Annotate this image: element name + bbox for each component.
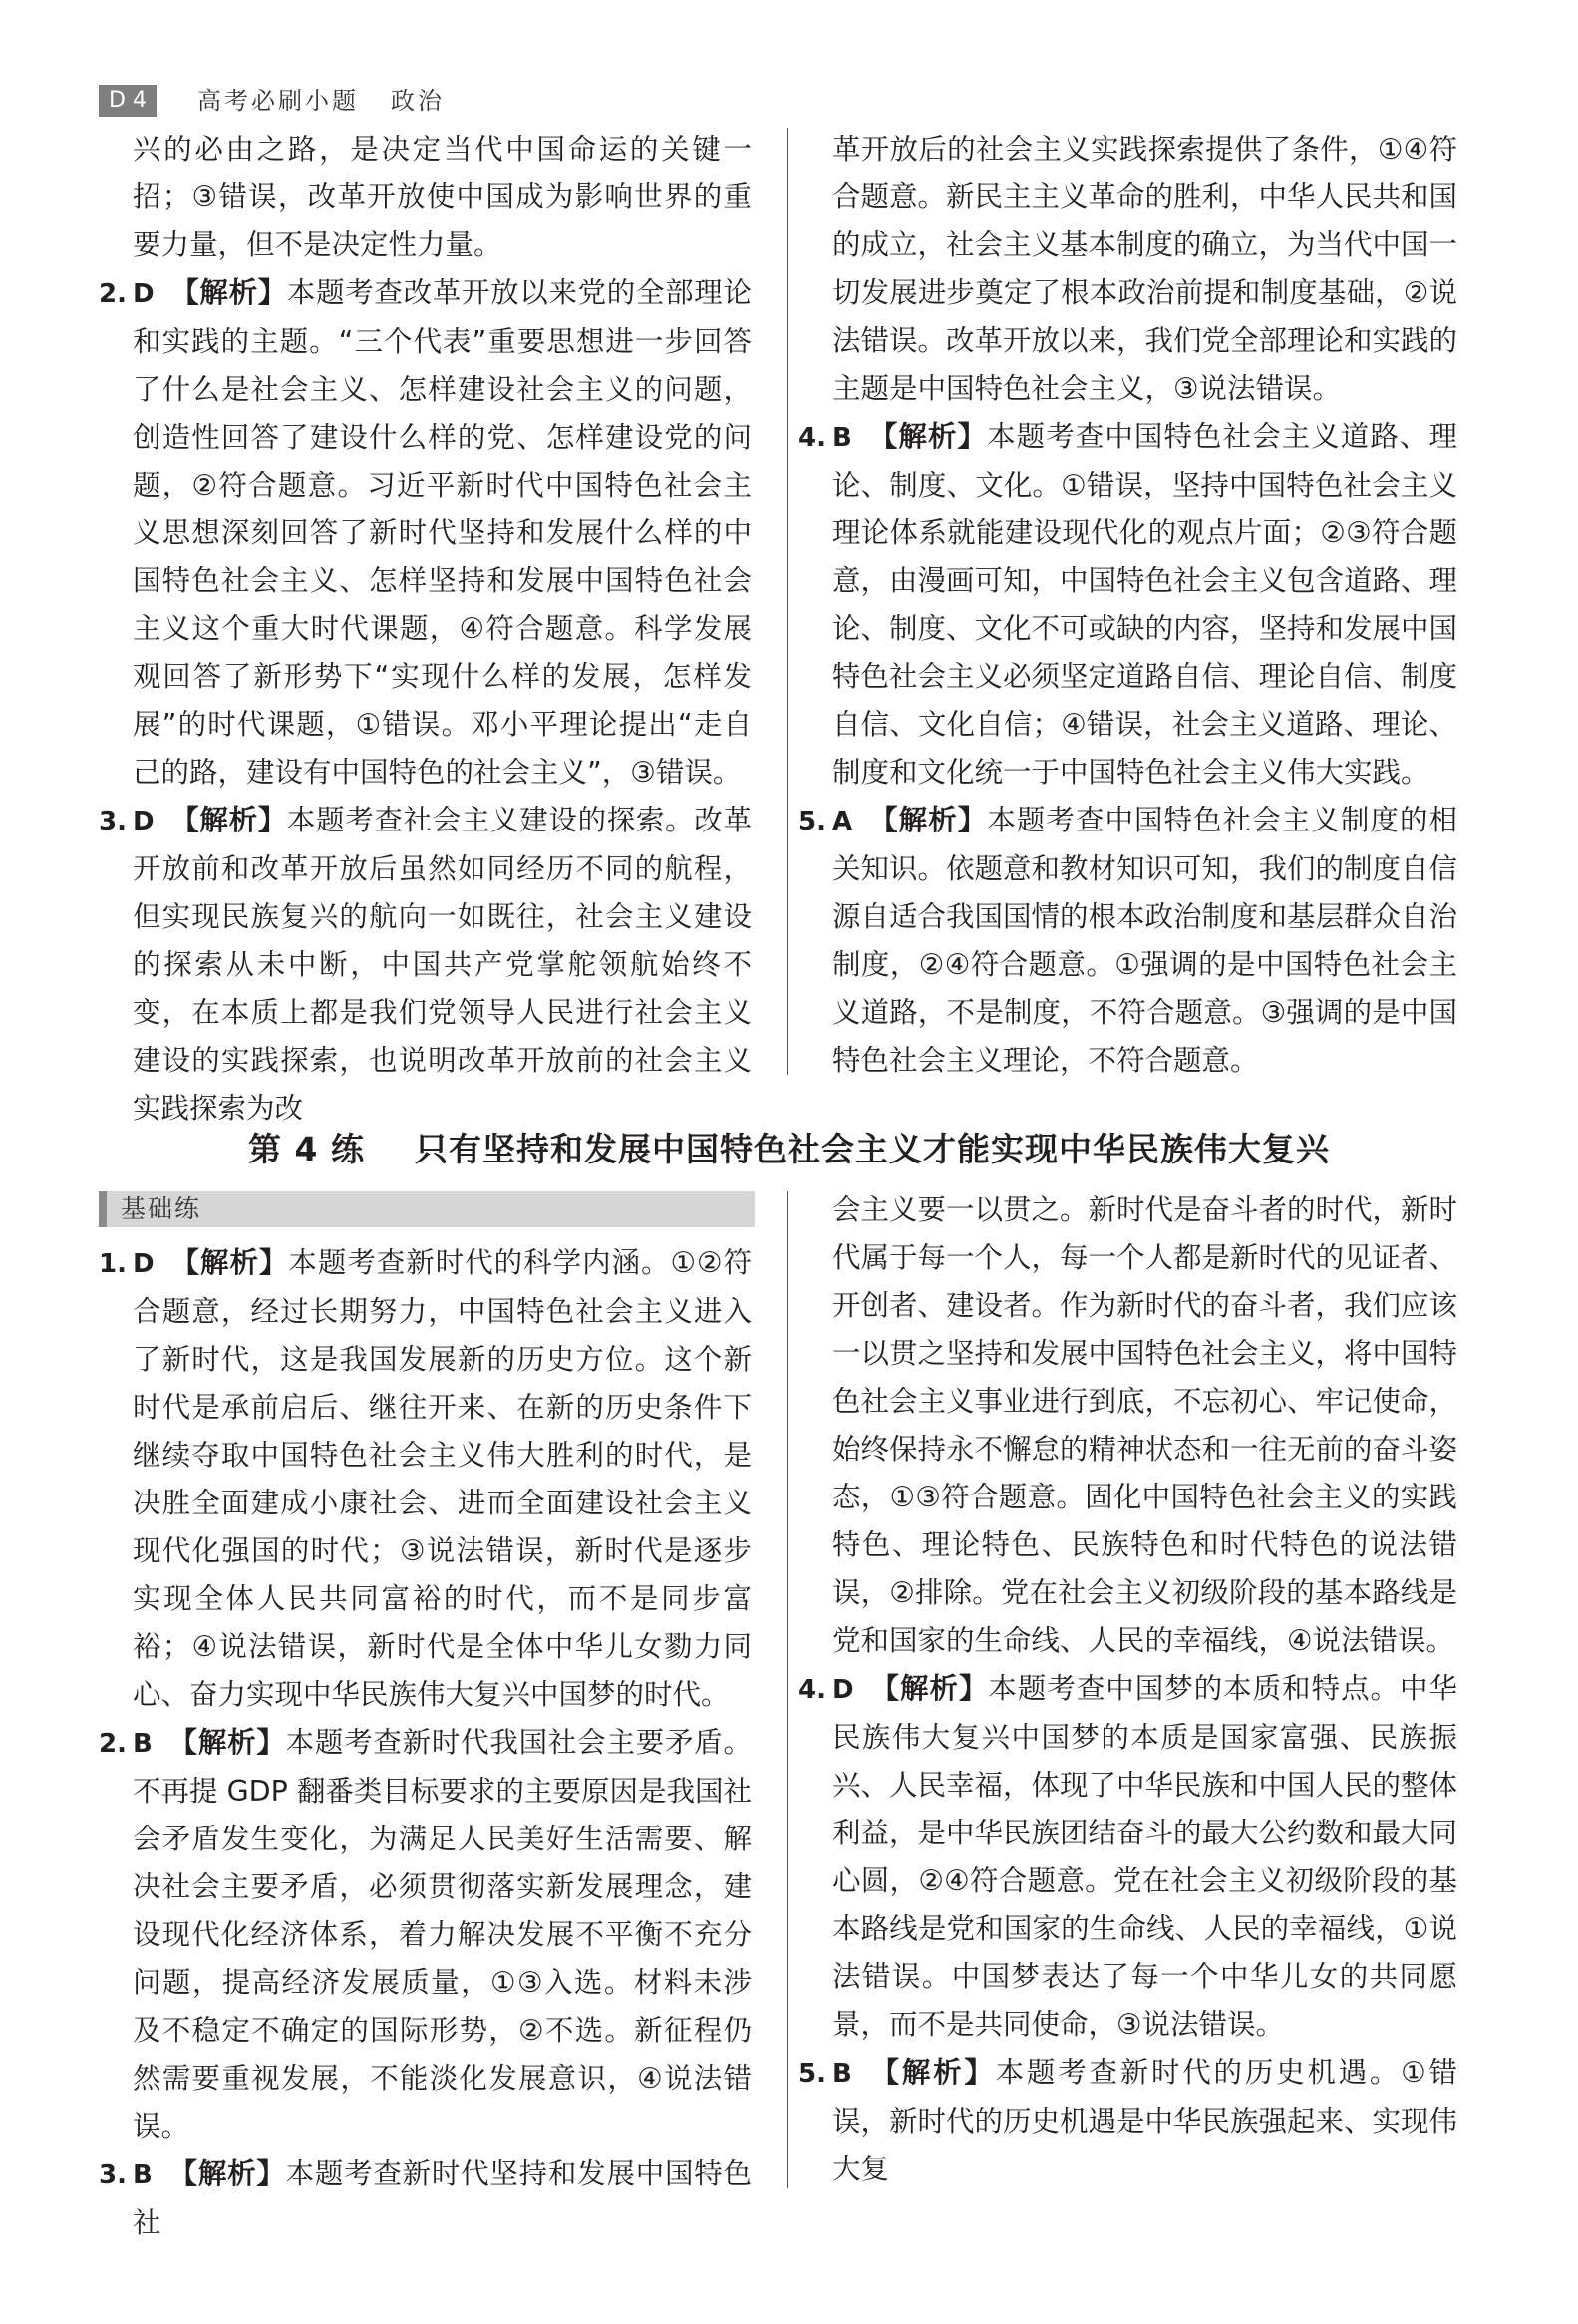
answer-item: 3. D 【解析】本题考查社会主义建设的探索。改革开放前和改革开放后虽然如同经历不同的航程，但实现民族复兴的航向一如既往，社会主义建设的探索从未中断，中国共产党掌舵领航始终不变，在本质上都是我们党领导人民进行社会主义建设的实践探索，也说明改革开放前的社会主义实践探索为改 xyxy=(99,804,752,1125)
continued-text: 革开放后的社会主义实践探索提供了条件，①④符合题意。新民主主义革命的胜利，中华人民共和国的成立，社会主义基本制度的确立，为当代中国一切发展进步奠定了根本政治前提和制度基础，②说法错误。改革开放以来，我们党全部理论和实践的主题是中国特色社会主义，③说法错误。 xyxy=(832,133,1458,405)
column-divider xyxy=(787,1191,788,2188)
section-title: 第 4 练 只有坚持和发展中国特色社会主义才能实现中华民族伟大复兴 xyxy=(248,1130,1330,1168)
answer-item: 2. B 【解析】本题考查新时代我国社会主要矛盾。不再提 GDP 翻番类目标要求的主要原因是我国社会矛盾发生变化，为满足人民美好生活需要、解决社会主要矛盾，必须贯彻落实新发展理念，建设现代化经济体系，着力解决发展不平衡不充分问题，提高经济发展质量，①③入选。材料未涉及不稳定不确定的国际形势，②不选。新征程仍然需要重视发展，不能淡化发展意识，④说法错误。 xyxy=(99,1726,752,2143)
section-bar-edge xyxy=(99,1191,107,1227)
continued-text: 兴的必由之路，是决定当代中国命运的关键一招；③错误，改革开放使中国成为影响世界的重要力量，但不是决定性力量。 xyxy=(133,133,752,261)
answer-item: 5. A 【解析】本题考查中国特色社会主义制度的相关知识。依题意和教材知识可知，我们的制度自信源自适合我国国情的根本政治制度和基层群众自治制度，②④符合题意。①强调的是中国特色社会主义道路，不是制度，不符合题意。③强调的是中国特色社会主义理论，不符合题意。 xyxy=(798,804,1458,1077)
answer-item: 1. D 【解析】本题考查新时代的科学内涵。①②符合题意，经过长期努力，中国特色社会主义进入了新时代，这是我国发展新的历史方位。这个新时代是承前启后、继往开来、在新的历史条件下继续夺取中国特色社会主义伟大胜利的时代，是决胜全面建成小康社会、进而全面建设社会主义现代化强国的时代；③说法错误，新时代是逐步实现全体人民共同富裕的时代，而不是同步富裕；④说法错误，新时代是全体中华儿女勠力同心、奋力实现中华民族伟大复兴中国梦的时代。 xyxy=(99,1246,752,1711)
section-bar xyxy=(99,1191,755,1227)
answer-item: 2. D 【解析】本题考查改革开放以来党的全部理论和实践的主题。“三个代表”重要思想进一步回答了什么是社会主义、怎样建设社会主义的问题，创造性回答了建设什么样的党、怎样建设党的问题，②符合题意。习近平新时代中国特色社会主义思想深刻回答了新时代坚持和发展什么样的中国特色社会主义、怎样坚持和发展中国特色社会主义这个重大时代课题，④符合题意。科学发展观回答了新形势下“实现什么样的发展，怎样发展”的时代课题，①错误。邓小平理论提出“走自己的路，建设有中国特色的社会主义”，③错误。 xyxy=(99,276,752,789)
running-title: 高考必刷小题 政治 xyxy=(197,87,445,115)
bottom-left-column xyxy=(99,1239,752,2247)
continued-text: 会主义要一以贯之。新时代是奋斗者的时代，新时代属于每一个人，每一个人都是新时代的见证者、开创者、建设者。作为新时代的奋斗者，我们应该一以贯之坚持和发展中国特色社会主义，将中国特色社会主义事业进行到底，不忘初心、牢记使命，始终保持永不懈怠的精神状态和一往无前的奋斗姿态，①③符合题意。固化中国特色社会主义的实践特色、理论特色、民族特色和时代特色的说法错误，②排除。党在社会主义初级阶段的基本路线是党和国家的生命线、人民的幸福线，④说法错误。 xyxy=(832,1193,1458,1657)
page-number-badge: D 4 xyxy=(99,85,157,117)
answer-item: 3. B 【解析】本题考查新时代坚持和发展中国特色社 xyxy=(99,2158,752,2239)
top-left-column xyxy=(99,126,752,1133)
answer-item: 4. B 【解析】本题考查中国特色社会主义道路、理论、制度、文化。①错误，坚持中国特色社会主义理论体系就能建设现代化的观点片面；②③符合题意，由漫画可知，中国特色社会主义包含道路、理论、制度、文化不可或缺的内容，坚持和发展中国特色社会主义必须坚定道路自信、理论自信、制度自信、文化自信；④错误，社会主义道路、理论、制度和文化统一于中国特色社会主义伟大实践。 xyxy=(798,420,1458,789)
section-bar-label: 基础练 xyxy=(121,1194,202,1223)
top-right-column xyxy=(798,126,1457,1085)
bottom-right-column xyxy=(798,1186,1457,2193)
answer-item: 5. B 【解析】本题考查新时代的历史机遇。①错误，新时代的历史机遇是中华民族强起来、实现伟大复 xyxy=(798,2056,1458,2185)
column-divider xyxy=(787,128,788,1075)
answer-item: 4. D 【解析】本题考查中国梦的本质和特点。中华民族伟大复兴中国梦的本质是国家富强、民族振兴、人民幸福，体现了中华民族和中国人民的整体利益，是中华民族团结奋斗的最大公约数和最大同心圆，②④符合题意。党在社会主义初级阶段的基本路线是党和国家的生命线、人民的幸福线，①说法错误。中国梦表达了每一个中华儿女的共同愿景，而不是共同使命，③说法错误。 xyxy=(798,1672,1458,2041)
